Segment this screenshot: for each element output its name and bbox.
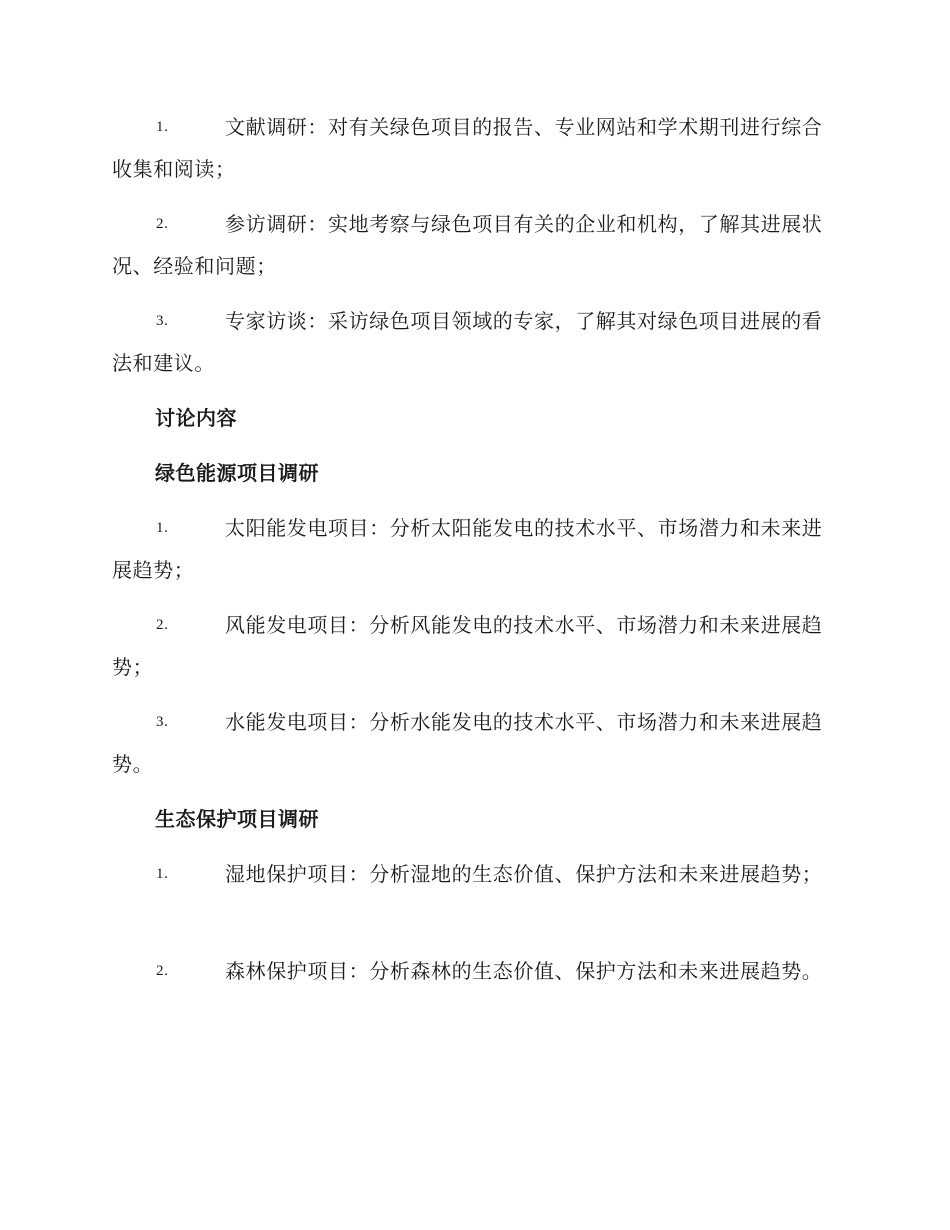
list-number: 3. <box>156 313 169 329</box>
list-number: 2. <box>156 216 169 232</box>
list-text: 文献调研：对有关绿色项目的报告、专业网站和学术期刊进行综合收集和阅读； <box>112 115 823 181</box>
list-item <box>112 853 837 895</box>
list-number: 1. <box>156 119 169 135</box>
section-heading-energy: 绿色能源项目调研 <box>155 461 319 485</box>
list-text: 专家访谈：采访绿色项目领域的专家，了解其对绿色项目进展的看法和建议。 <box>112 309 823 375</box>
list-text: 太阳能发电项目：分析太阳能发电的技术水平、市场潜力和未来进展趋势； <box>112 516 823 582</box>
list-text: 水能发电项目：分析水能发电的技术水平、市场潜力和未来进展趋势。 <box>112 710 823 776</box>
list-item <box>112 604 837 688</box>
list-number: 2. <box>156 617 169 633</box>
list-text: 湿地保护项目：分析湿地的生态价值、保护方法和未来进展趋势； <box>225 862 823 886</box>
list-item <box>112 106 837 190</box>
list-item <box>112 300 837 384</box>
section-heading-ecology: 生态保护项目调研 <box>155 807 319 831</box>
list-number: 3. <box>156 714 169 730</box>
list-text: 参访调研：实地考察与绿色项目有关的企业和机构，了解其进展状况、经验和问题； <box>112 212 823 278</box>
list-item <box>112 507 837 591</box>
list-number: 2. <box>156 963 169 979</box>
list-item <box>112 203 837 287</box>
list-number: 1. <box>156 866 169 882</box>
list-text: 森林保护项目：分析森林的生态价值、保护方法和未来进展趋势。 <box>225 959 823 983</box>
list-item <box>112 701 837 785</box>
list-text: 风能发电项目：分析风能发电的技术水平、市场潜力和未来进展趋势； <box>112 613 823 679</box>
section-heading-discussion: 讨论内容 <box>155 406 237 430</box>
list-number: 1. <box>156 520 169 536</box>
list-item <box>112 950 837 992</box>
